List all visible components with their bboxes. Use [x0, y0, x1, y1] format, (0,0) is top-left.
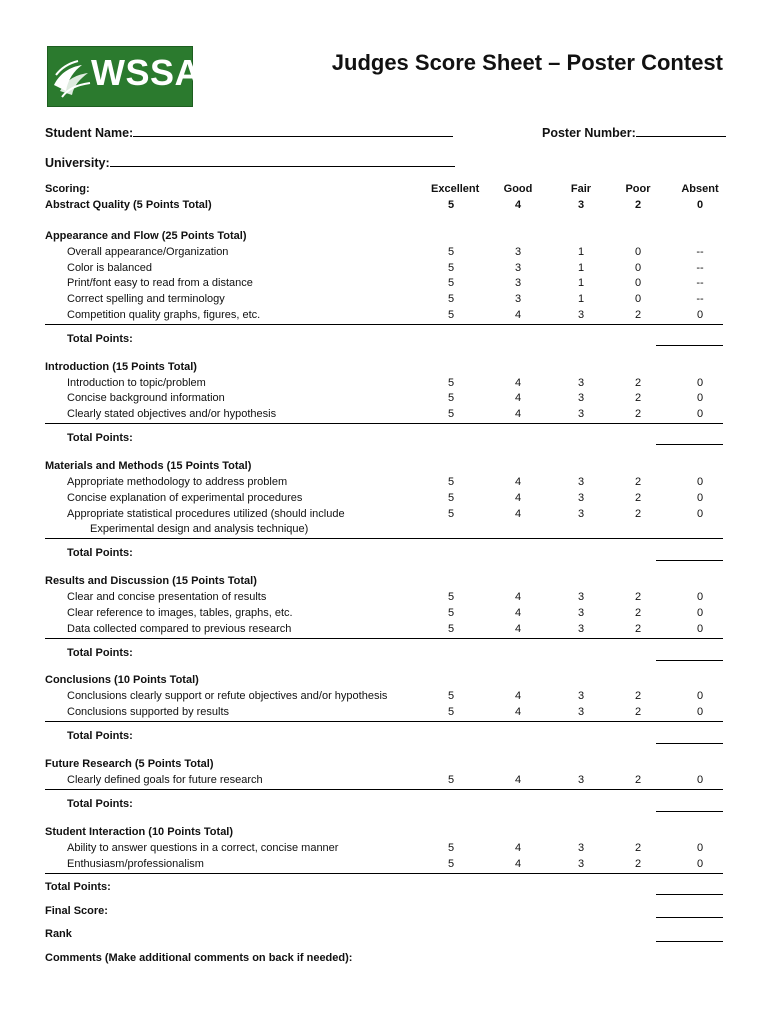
score-value[interactable]: -- [696, 262, 704, 274]
score-value[interactable]: 1 [577, 262, 585, 274]
score-value[interactable]: 0 [634, 277, 642, 289]
score-value[interactable]: 3 [514, 293, 522, 305]
criteria-row [45, 607, 723, 622]
score-value[interactable]: 0 [696, 508, 704, 520]
rank-label: Rank [45, 928, 72, 940]
score-value[interactable]: 3 [577, 392, 585, 404]
score-value[interactable]: 4 [514, 508, 522, 520]
score-value[interactable]: 1 [577, 293, 585, 305]
score-value[interactable]: 0 [696, 842, 704, 854]
total-points-row [45, 730, 723, 745]
criteria-row [45, 842, 723, 857]
criteria-row [45, 690, 723, 705]
criteria-label: Appropriate methodology to address problem [67, 476, 288, 488]
total-points-label: Total Points: [67, 547, 133, 559]
criteria-continuation-row [45, 523, 723, 539]
score-value[interactable]: 0 [696, 858, 704, 870]
criteria-label: Color is balanced [67, 262, 152, 274]
score-value[interactable]: 4 [514, 392, 522, 404]
criteria-row [45, 277, 723, 292]
score-value[interactable]: 5 [447, 277, 455, 289]
total-points-field[interactable] [656, 444, 723, 445]
criteria-row [45, 309, 723, 325]
section-title [45, 674, 723, 689]
score-value[interactable]: 4 [514, 690, 522, 702]
score-value[interactable]: 4 [514, 774, 522, 786]
scoring-header [45, 183, 723, 198]
score-value[interactable]: 4 [514, 623, 522, 635]
score-value[interactable]: 4 [514, 199, 522, 211]
score-value[interactable]: 2 [634, 377, 642, 389]
score-value[interactable]: 3 [577, 377, 585, 389]
section-title [45, 230, 723, 245]
section-title-text: Materials and Methods (15 Points Total) [45, 460, 252, 472]
score-value[interactable]: 2 [634, 690, 642, 702]
score-value[interactable]: 5 [447, 858, 455, 870]
score-value[interactable]: 0 [696, 476, 704, 488]
column-absent: Absent [681, 183, 719, 195]
score-value[interactable]: 2 [634, 706, 642, 718]
score-value[interactable]: 0 [696, 690, 704, 702]
score-value[interactable]: 3 [577, 476, 585, 488]
criteria-row [45, 246, 723, 261]
score-value[interactable]: -- [696, 293, 704, 305]
total-points-row [45, 798, 723, 813]
poster-number-row [542, 123, 726, 140]
student-name-field[interactable] [133, 123, 453, 137]
criteria-row [45, 392, 723, 407]
abstract-row [45, 199, 723, 214]
criteria-label: Enthusiasm/professionalism [67, 858, 204, 870]
score-value[interactable]: 3 [514, 262, 522, 274]
score-value[interactable]: 2 [634, 842, 642, 854]
score-value[interactable]: 5 [447, 591, 455, 603]
score-value[interactable]: 0 [696, 492, 704, 504]
score-value[interactable]: 0 [634, 246, 642, 258]
score-value[interactable]: 0 [696, 623, 704, 635]
page-title: Judges Score Sheet – Poster Contest [331, 50, 723, 75]
score-value[interactable]: 0 [696, 774, 704, 786]
score-value[interactable]: 5 [447, 842, 455, 854]
score-value[interactable]: 4 [514, 591, 522, 603]
total-points-field[interactable] [656, 345, 723, 346]
total-points-row [45, 647, 723, 662]
grand-total-field[interactable] [656, 894, 723, 895]
total-points-label: Total Points: [67, 647, 133, 659]
criteria-label: Print/font easy to read from a distance [67, 277, 253, 289]
score-value[interactable]: 3 [577, 199, 585, 211]
criteria-row [45, 293, 723, 308]
comments-label: Comments (Make additional comments on back if needed): [45, 952, 353, 964]
criteria-label: Conclusions supported by results [67, 706, 230, 718]
score-value[interactable]: 5 [447, 607, 455, 619]
logo-text: WSSA [91, 52, 201, 93]
column-fair: Fair [570, 183, 592, 195]
rank-field[interactable] [656, 941, 723, 942]
score-value[interactable]: 2 [634, 591, 642, 603]
criteria-row [45, 508, 723, 523]
score-value[interactable]: 2 [634, 508, 642, 520]
criteria-row [45, 591, 723, 606]
score-value[interactable]: 3 [577, 492, 585, 504]
total-points-field[interactable] [656, 743, 723, 744]
score-value[interactable]: 2 [634, 309, 642, 321]
score-value[interactable]: 4 [514, 842, 522, 854]
criteria-label: Conclusions clearly support or refute objectives and/or hypothesis [67, 690, 388, 702]
wssa-emblem-icon [52, 55, 92, 99]
score-value[interactable]: 2 [634, 408, 642, 420]
criteria-label: Correct spelling and terminology [67, 293, 225, 305]
score-value[interactable]: 5 [447, 623, 455, 635]
section-title [45, 826, 723, 841]
score-value[interactable]: 3 [577, 508, 585, 520]
wssa-logo [47, 46, 201, 107]
criteria-label: Clearly defined goals for future research [67, 774, 263, 786]
column-poor: Poor [625, 183, 651, 195]
score-value[interactable]: 3 [577, 309, 585, 321]
score-value[interactable]: 5 [447, 774, 455, 786]
score-value[interactable]: 4 [514, 607, 522, 619]
score-value[interactable]: -- [696, 246, 704, 258]
score-value[interactable]: 5 [447, 262, 455, 274]
score-value[interactable]: 5 [447, 408, 455, 420]
score-value[interactable]: 0 [696, 706, 704, 718]
column-excellent: Excellent [431, 183, 480, 195]
score-value[interactable]: 5 [447, 293, 455, 305]
section-title-text: Introduction (15 Points Total) [45, 361, 197, 373]
score-value[interactable]: 2 [634, 392, 642, 404]
score-value[interactable]: 3 [577, 842, 585, 854]
score-value[interactable]: 4 [514, 858, 522, 870]
section-title [45, 361, 723, 376]
score-value[interactable]: 0 [696, 591, 704, 603]
total-points-label: Total Points: [67, 730, 133, 742]
criteria-label: Concise explanation of experimental procedures [67, 492, 303, 504]
grand-total-label: Total Points: [45, 881, 111, 893]
criteria-label: Introduction to topic/problem [67, 377, 206, 389]
criteria-row [45, 476, 723, 491]
score-value[interactable]: 2 [634, 858, 642, 870]
section-title [45, 460, 723, 475]
scoring-label: Scoring: [45, 183, 90, 195]
criteria-row [45, 408, 723, 424]
column-good: Good [503, 183, 533, 195]
criteria-row [45, 377, 723, 392]
score-value[interactable]: 0 [696, 392, 704, 404]
section-title-text: Appearance and Flow (25 Points Total) [45, 230, 247, 242]
poster-number-field[interactable] [636, 123, 726, 137]
section-title-text: Results and Discussion (15 Points Total) [45, 575, 257, 587]
score-value[interactable]: 5 [447, 706, 455, 718]
final-score-label: Final Score: [45, 905, 108, 917]
score-value[interactable]: 4 [514, 492, 522, 504]
score-value[interactable]: 3 [577, 690, 585, 702]
score-value[interactable]: 0 [696, 408, 704, 420]
total-points-label: Total Points: [67, 432, 133, 444]
section-title-text: Future Research (5 Points Total) [45, 758, 214, 770]
score-value[interactable]: 4 [514, 377, 522, 389]
criteria-label: Data collected compared to previous research [67, 623, 292, 635]
section-title [45, 758, 723, 773]
university-field[interactable] [110, 153, 455, 167]
score-value[interactable]: 3 [577, 607, 585, 619]
score-value[interactable]: 3 [577, 706, 585, 718]
criteria-label: Ability to answer questions in a correct, concise manner [67, 842, 339, 854]
criteria-row [45, 858, 723, 874]
criteria-continuation: Experimental design and analysis technique) [90, 523, 309, 535]
total-points-field[interactable] [656, 560, 723, 561]
score-value[interactable]: 0 [696, 309, 704, 321]
score-value[interactable]: 4 [514, 476, 522, 488]
score-value[interactable]: 0 [634, 262, 642, 274]
criteria-label: Overall appearance/Organization [67, 246, 229, 258]
university-row [45, 153, 455, 170]
student-name-label: Student Name: [45, 126, 134, 140]
score-value[interactable]: 1 [577, 246, 585, 258]
criteria-row [45, 623, 723, 639]
score-value[interactable]: 1 [577, 277, 585, 289]
score-value[interactable]: 3 [514, 246, 522, 258]
score-value[interactable]: 2 [634, 492, 642, 504]
total-points-label: Total Points: [67, 798, 133, 810]
score-value[interactable]: 5 [447, 199, 455, 211]
total-points-field[interactable] [656, 811, 723, 812]
rank-row [45, 928, 723, 943]
score-value[interactable]: 4 [514, 309, 522, 321]
score-value[interactable]: 3 [514, 277, 522, 289]
criteria-row [45, 262, 723, 277]
score-value[interactable]: 3 [577, 591, 585, 603]
score-value[interactable]: 2 [634, 476, 642, 488]
score-value[interactable]: 3 [577, 623, 585, 635]
criteria-row [45, 774, 723, 790]
total-points-label: Total Points: [67, 333, 133, 345]
score-value[interactable]: 0 [634, 293, 642, 305]
score-value[interactable]: -- [696, 277, 704, 289]
score-value[interactable]: 2 [634, 607, 642, 619]
section-title [45, 575, 723, 590]
score-value[interactable]: 5 [447, 492, 455, 504]
score-value[interactable]: 2 [634, 199, 642, 211]
criteria-row [45, 492, 723, 507]
score-value[interactable]: 0 [696, 607, 704, 619]
score-value[interactable]: 5 [447, 246, 455, 258]
student-name-row [45, 123, 453, 140]
score-value[interactable]: 5 [447, 377, 455, 389]
university-label: University: [45, 156, 110, 170]
score-value[interactable]: 5 [447, 508, 455, 520]
section-title-text: Student Interaction (10 Points Total) [45, 826, 234, 838]
score-value[interactable]: 5 [447, 690, 455, 702]
final-score-field[interactable] [656, 917, 723, 918]
criteria-label: Competition quality graphs, figures, etc. [67, 309, 261, 321]
total-points-row [45, 333, 723, 348]
score-value[interactable]: 0 [696, 377, 704, 389]
abstract-label: Abstract Quality (5 Points Total) [45, 199, 212, 211]
criteria-label: Clear reference to images, tables, graphs, etc. [67, 607, 293, 619]
criteria-label: Appropriate statistical procedures utilized (should include [67, 508, 345, 520]
grand-total-row [45, 881, 723, 896]
score-value[interactable]: 4 [514, 408, 522, 420]
score-value[interactable]: 3 [577, 408, 585, 420]
criteria-label: Concise background information [67, 392, 225, 404]
final-score-row [45, 905, 723, 920]
total-points-row [45, 547, 723, 562]
total-points-field[interactable] [656, 660, 723, 661]
score-value[interactable]: 2 [634, 623, 642, 635]
score-value[interactable]: 3 [577, 774, 585, 786]
section-title-text: Conclusions (10 Points Total) [45, 674, 199, 686]
score-value[interactable]: 0 [696, 199, 704, 211]
score-value[interactable]: 2 [634, 774, 642, 786]
score-value[interactable]: 5 [447, 476, 455, 488]
criteria-row [45, 706, 723, 722]
score-value[interactable]: 5 [447, 392, 455, 404]
score-value[interactable]: 4 [514, 706, 522, 718]
comments-row [45, 952, 723, 967]
criteria-label: Clear and concise presentation of results [67, 591, 267, 603]
score-value[interactable]: 3 [577, 858, 585, 870]
criteria-label: Clearly stated objectives and/or hypothesis [67, 408, 277, 420]
poster-number-label: Poster Number: [542, 126, 636, 140]
score-value[interactable]: 5 [447, 309, 455, 321]
total-points-row [45, 432, 723, 447]
